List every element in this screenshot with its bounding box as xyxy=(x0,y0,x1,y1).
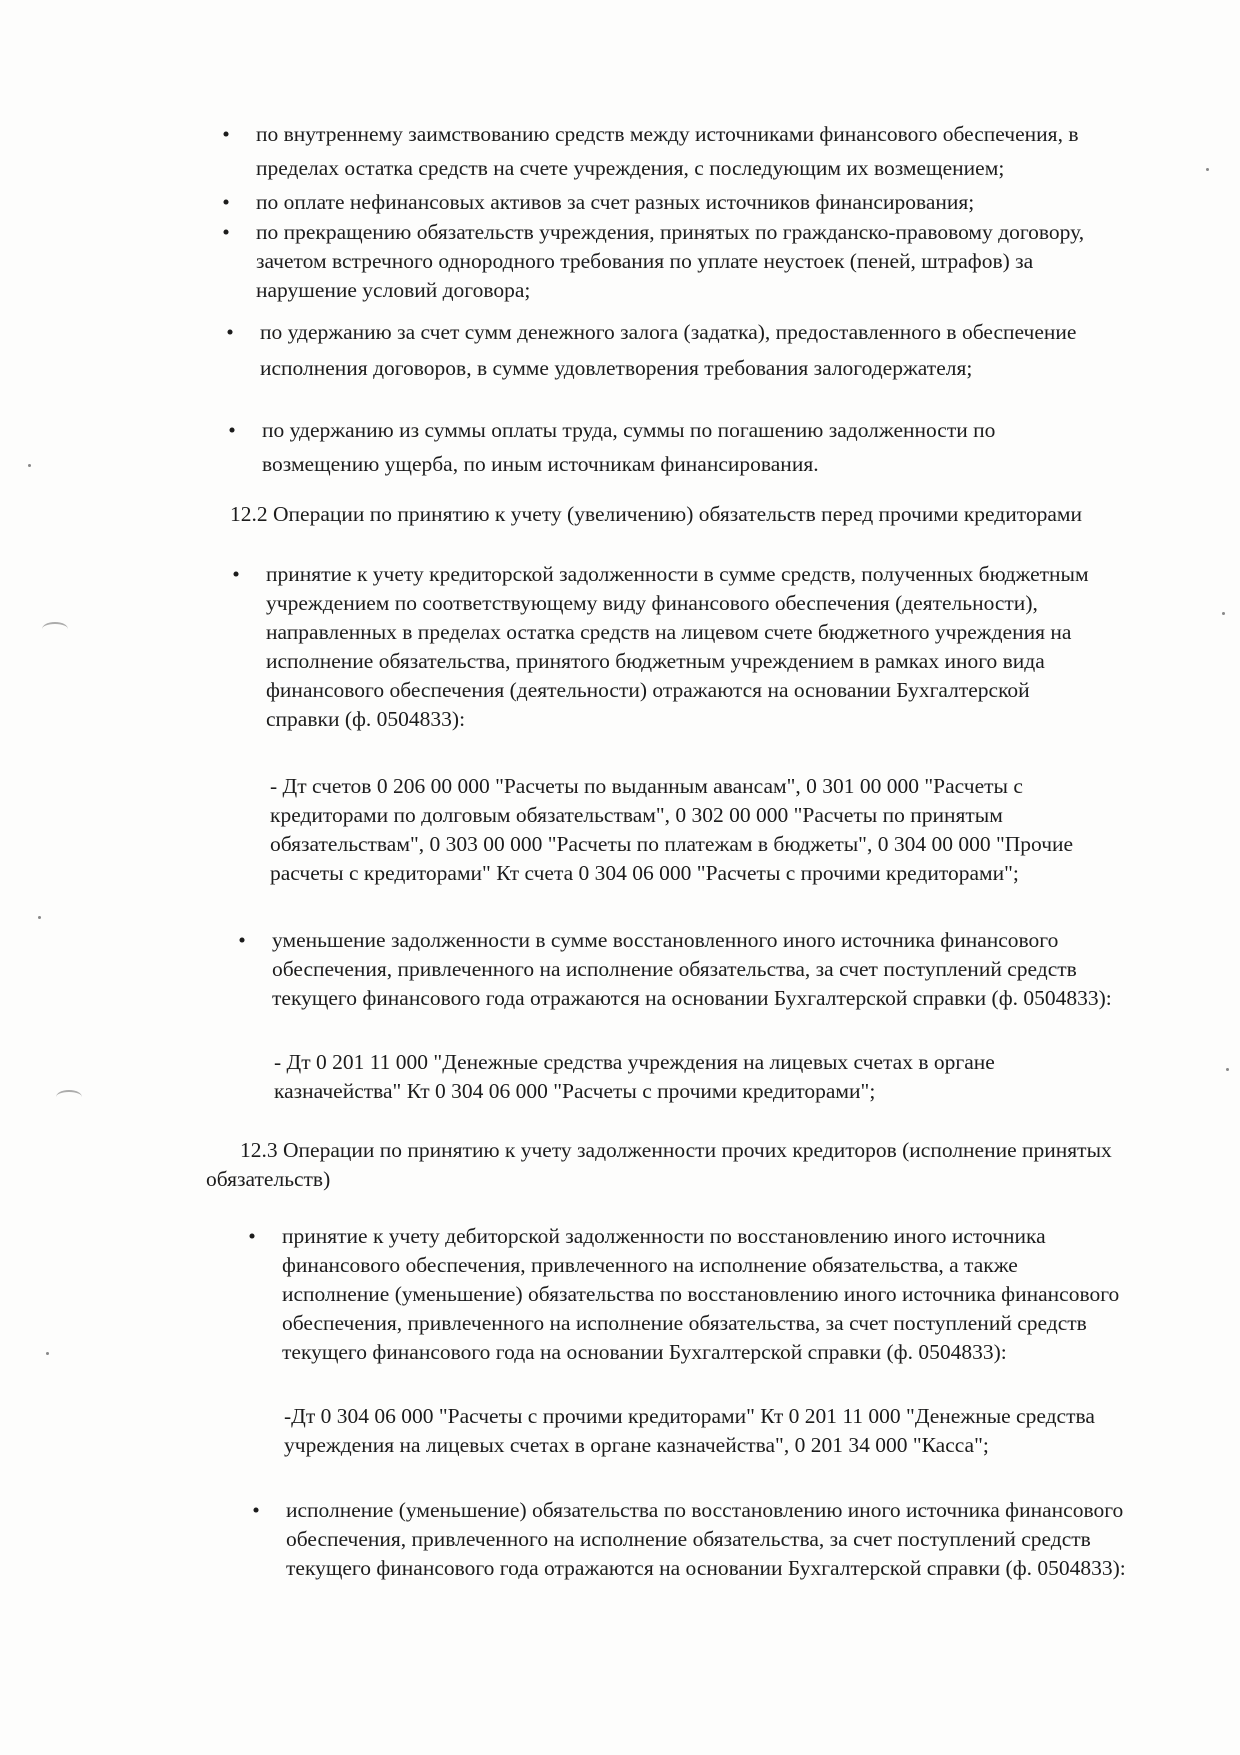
list-item-line: финансового обеспечения (деятельности) отражаются на основании Бухгалтерской xyxy=(266,678,1030,702)
bullet-icon: • xyxy=(232,562,240,586)
scan-speck xyxy=(1226,1068,1229,1071)
bullet-icon: • xyxy=(248,1224,256,1248)
list-item-line: по внутреннему заимствованию средств между источниками финансового обеспечения, в xyxy=(256,122,1079,146)
list-item-line: финансового обеспечения, привлеченного на исполнение обязательства, а также xyxy=(282,1253,1018,1277)
list-item-line: по прекращению обязательств учреждения, принятых по гражданско-правовому договору, xyxy=(256,220,1085,244)
entry-line: казначейства" Кт 0 304 06 000 "Расчеты с прочими кредиторами"; xyxy=(274,1079,876,1103)
section-heading-line: 12.3 Операции по принятию к учету задолженности прочих кредиторов (исполнение принятых xyxy=(240,1138,1112,1162)
bullet-icon: • xyxy=(226,320,234,344)
section-heading-line: обязательств) xyxy=(206,1167,331,1191)
entry-line: расчеты с кредиторами" Кт счета 0 304 06 000 "Расчеты с прочими кредиторами"; xyxy=(270,861,1019,885)
entry-line: кредиторами по долговым обязательствам", 0 302 00 000 "Расчеты по принятым xyxy=(270,803,1003,827)
list-item-line: уменьшение задолженности в сумме восстановленного иного источника финансового xyxy=(272,928,1059,952)
scan-speck xyxy=(28,464,31,467)
list-item-line: по удержанию за счет сумм денежного залога (задатка), предоставленного в обеспечение xyxy=(260,320,1077,344)
list-item xyxy=(226,318,1077,383)
list-item-line: принятие к учету дебиторской задолженности по восстановлению иного источника xyxy=(282,1224,1046,1248)
list-item-line: направленных в пределах остатка средств на лицевом счете бюджетного учреждения на xyxy=(266,620,1072,644)
scan-speck xyxy=(46,1352,49,1355)
list-item-line: принятие к учету кредиторской задолженности в сумме средств, полученных бюджетным xyxy=(266,562,1089,586)
list-item xyxy=(222,120,1079,183)
entry-line: -Дт 0 304 06 000 "Расчеты с прочими кредиторами" Кт 0 201 11 000 "Денежные средства xyxy=(284,1404,1095,1428)
scan-punch-mark xyxy=(56,1090,82,1104)
list-item xyxy=(248,1222,1120,1367)
entry-line: учреждения на лицевых счетах в органе казначейства", 0 201 34 000 "Касса"; xyxy=(284,1433,989,1457)
list-item-line: исполнение обязательства, принятого бюджетным учреждением в рамках иного вида xyxy=(266,649,1045,673)
bullet-icon: • xyxy=(238,928,246,952)
list-item-line: текущего финансового года отражаются на основании Бухгалтерской справки (ф. 0504833): xyxy=(286,1556,1126,1580)
bullet-icon: • xyxy=(222,190,230,214)
scan-speck xyxy=(38,916,41,919)
list-item-line: обеспечения, привлеченного на исполнение обязательства, за счет поступлений средств xyxy=(286,1527,1091,1551)
list-item xyxy=(252,1496,1126,1583)
list-item-line: пределах остатка средств на счете учреждения, с последующим их возмещением; xyxy=(256,156,1005,180)
list-item xyxy=(222,188,975,217)
list-item-line: исполнения договоров, в сумме удовлетворения требования залогодержателя; xyxy=(260,356,973,380)
scan-speck xyxy=(1206,168,1209,171)
list-item-line: зачетом встречного однородного требования по уплате неустоек (пеней, штрафов) за xyxy=(256,249,1034,273)
accounting-entry xyxy=(274,1048,995,1106)
list-item-line: по удержанию из суммы оплаты труда, суммы по погашению задолженности по xyxy=(262,418,996,442)
section-heading: 12.2 Операции по принятию к учету (увеличению) обязательств перед прочими кредиторами xyxy=(230,502,1082,526)
bullet-icon: • xyxy=(252,1498,260,1522)
list-item xyxy=(228,416,996,479)
list-item-line: текущего финансового года на основании Бухгалтерской справки (ф. 0504833): xyxy=(282,1340,1007,1364)
list-item-line: по оплате нефинансовых активов за счет разных источников финансирования; xyxy=(256,190,975,214)
list-item-line: возмещению ущерба, по иным источникам финансирования. xyxy=(262,452,819,476)
list-item-line: учреждением по соответствующему виду финансового обеспечения (деятельности), xyxy=(266,591,1038,615)
bullet-icon: • xyxy=(222,220,230,244)
scan-speck xyxy=(1222,612,1225,615)
scan-punch-mark xyxy=(42,622,68,636)
list-item xyxy=(232,560,1089,734)
entry-line: - Дт счетов 0 206 00 000 "Расчеты по выданным авансам", 0 301 00 000 "Расчеты с xyxy=(270,774,1023,798)
bullet-icon: • xyxy=(222,122,230,146)
section-heading xyxy=(206,1136,1112,1194)
list-item xyxy=(238,926,1112,1013)
list-item-line: текущего финансового года отражаются на основании Бухгалтерской справки (ф. 0504833): xyxy=(272,986,1112,1010)
accounting-entry xyxy=(284,1402,1095,1460)
list-item-line: обеспечения, привлеченного на исполнение обязательства, за счет поступлений средств xyxy=(282,1311,1087,1335)
list-item xyxy=(222,218,1085,305)
entry-line: обязательствам", 0 303 00 000 "Расчеты по платежам в бюджеты", 0 304 00 000 "Прочие xyxy=(270,832,1074,856)
bullet-icon: • xyxy=(228,418,236,442)
list-item-line: исполнение (уменьшение) обязательства по восстановлению иного источника финансового xyxy=(286,1498,1124,1522)
list-item-line: справки (ф. 0504833): xyxy=(266,707,466,731)
entry-line: - Дт 0 201 11 000 "Денежные средства учреждения на лицевых счетах в органе xyxy=(274,1050,995,1074)
list-item-line: исполнение (уменьшение) обязательства по восстановлению иного источника финансового xyxy=(282,1282,1120,1306)
list-item-line: обеспечения, привлеченного на исполнение обязательства, за счет поступлений средств xyxy=(272,957,1077,981)
accounting-entry xyxy=(270,772,1073,888)
list-item-line: нарушение условий договора; xyxy=(256,278,531,302)
